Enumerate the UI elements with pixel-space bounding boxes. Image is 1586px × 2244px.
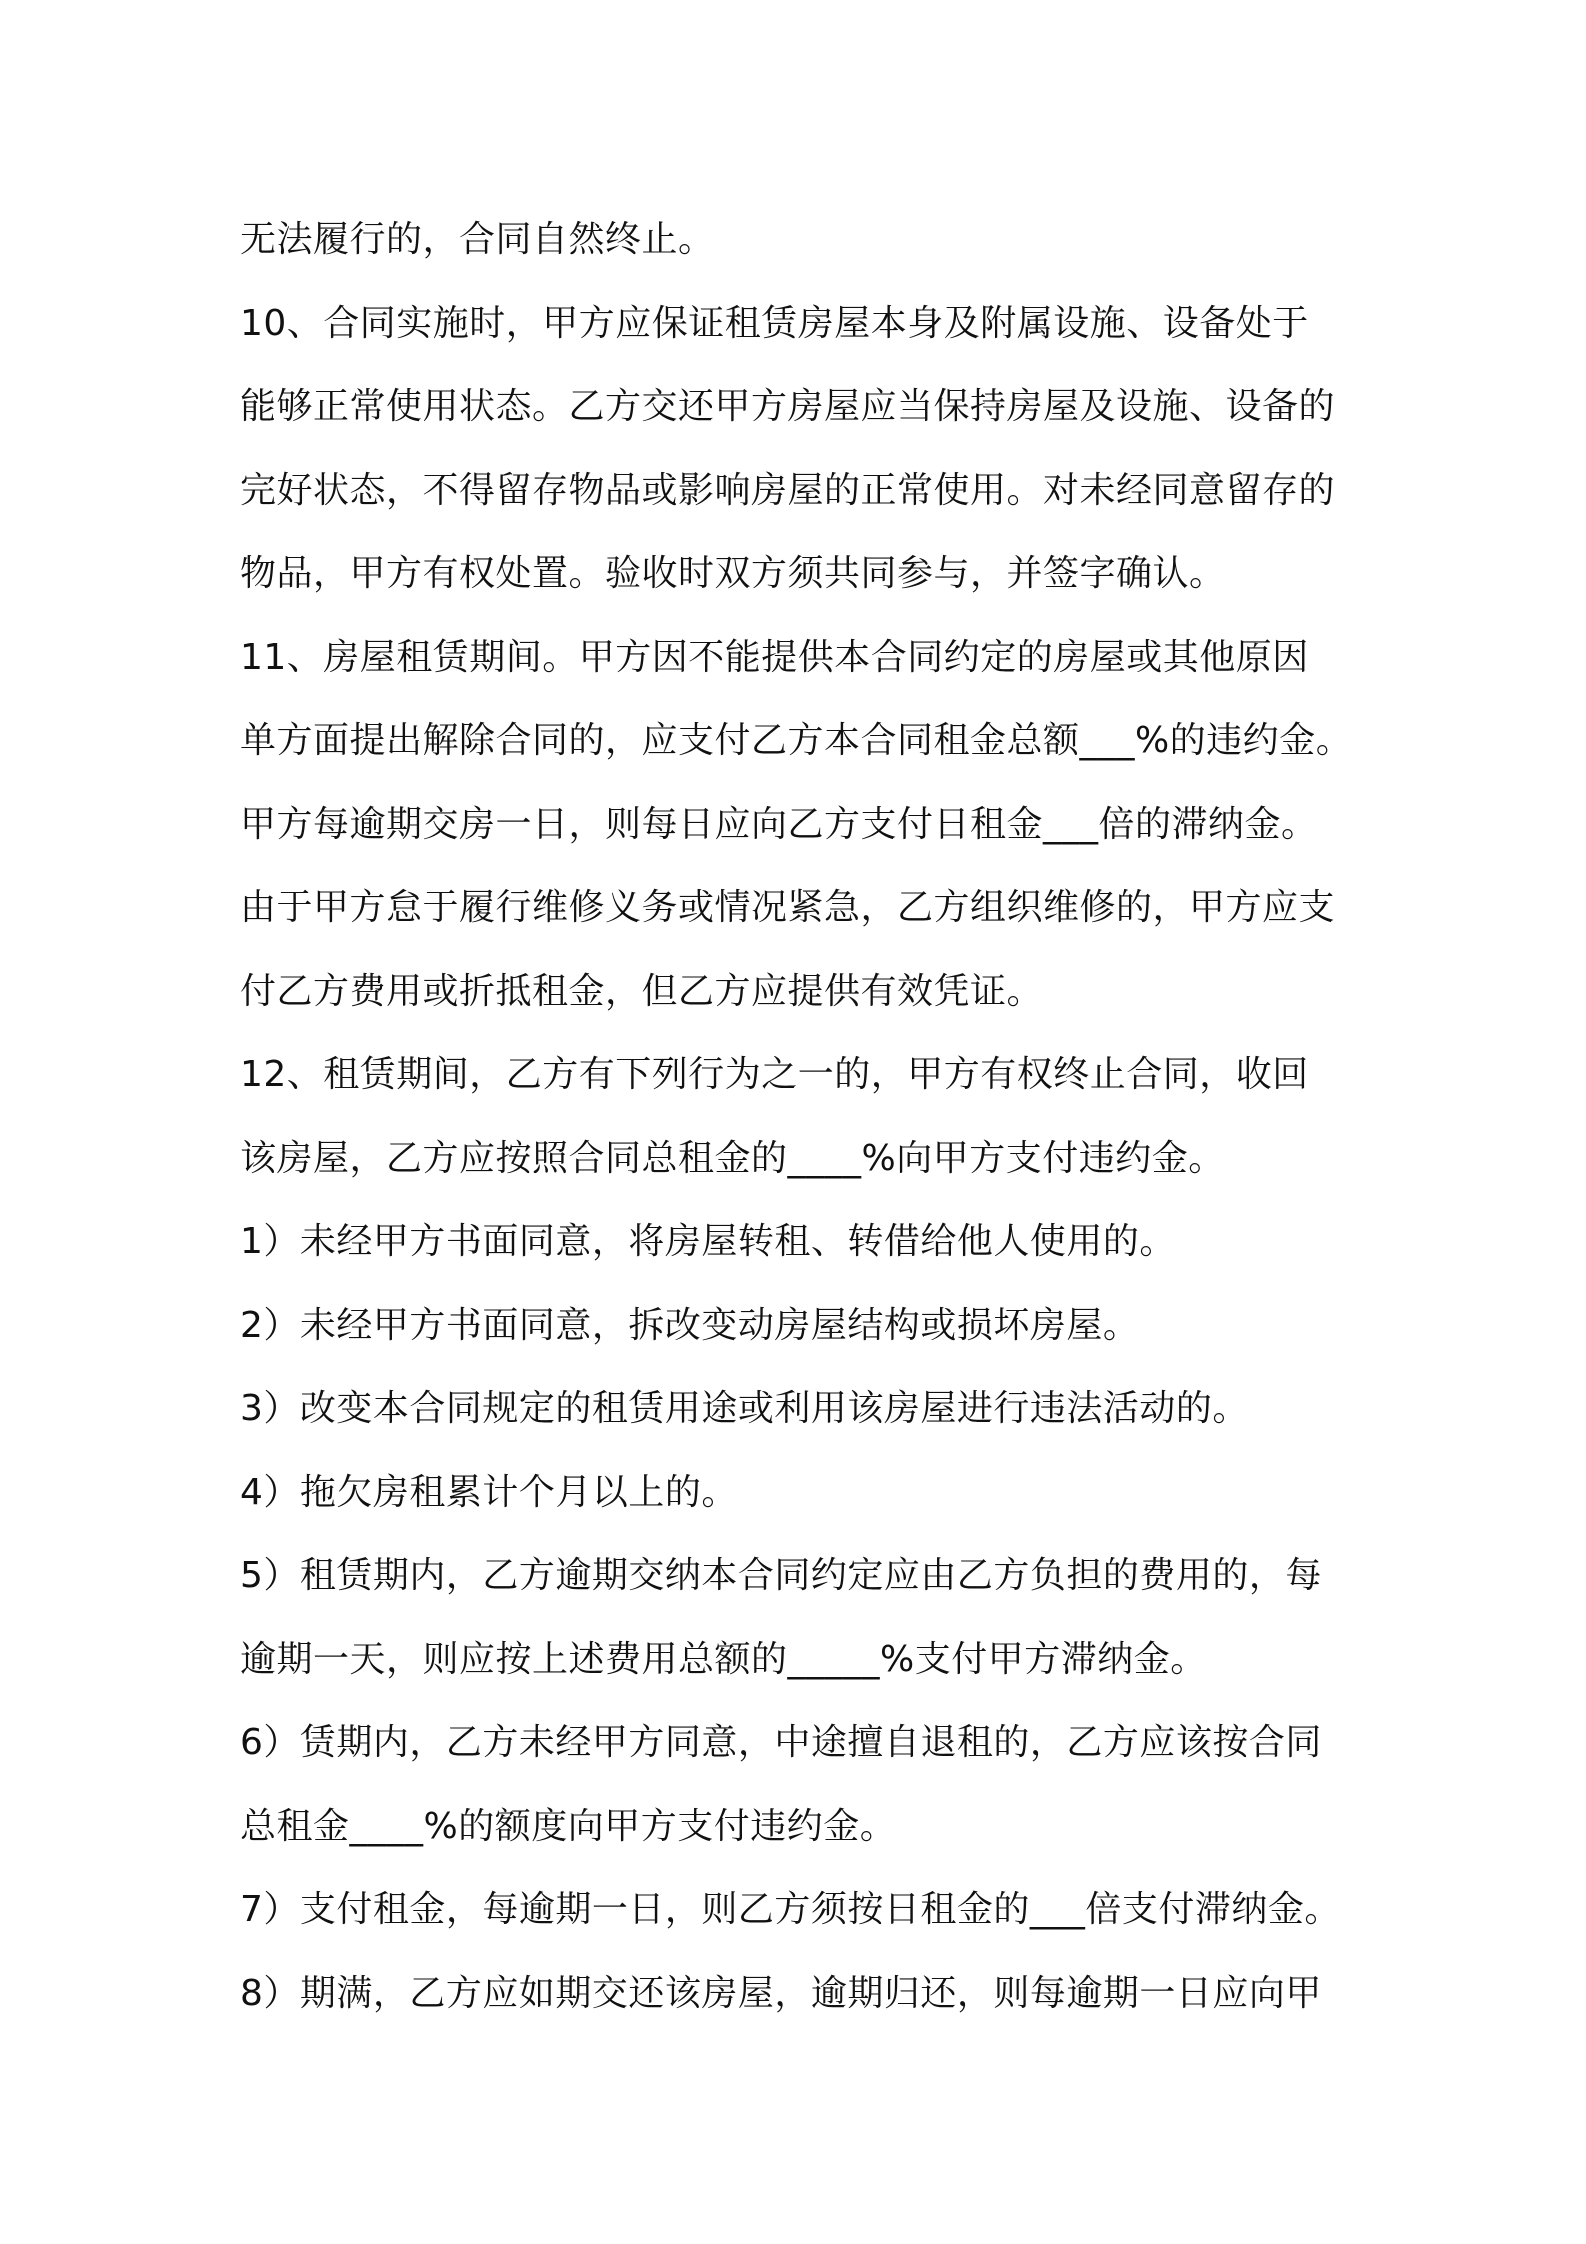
text-line-15: 3）改变本合同规定的租赁用途或利用该房屋进行违法活动的。 xyxy=(240,1388,1249,1429)
text-line-8: 甲方每逾期交房一日，则每日应向乙方支付日租金___倍的滞纳金。 xyxy=(240,803,1318,845)
text-line-13: 1）未经甲方书面同意，将房屋转租、转借给他人使用的。 xyxy=(240,1221,1176,1262)
text-line-22: 8）期满，乙方应如期交还该房屋，逾期归还，则每逾期一日应向甲 xyxy=(240,1972,1322,2014)
text-line-10: 付乙方费用或折抵租金，但乙方应提供有效凭证。 xyxy=(240,970,1044,1012)
text-line-19: 6）赁期内，乙方未经甲方同意，中途擅自退租的，乙方应该按合同 xyxy=(240,1722,1322,1763)
text-line-7: 单方面提出解除合同的，应支付乙方本合同租金总额___%的违约金。 xyxy=(240,720,1353,761)
text-line-4: 完好状态，不得留存物品或影响房屋的正常使用。对未经同意留存的 xyxy=(240,469,1336,511)
text-line-11: 12、租赁期间，乙方有下列行为之一的，甲方有权终止合同，收回 xyxy=(240,1054,1309,1095)
text-line-20: 总租金____%的额度向甲方支付违约金。 xyxy=(240,1805,897,1847)
text-line-21: 7）支付租金，每逾期一日，则乙方须按日租金的___倍支付滞纳金。 xyxy=(240,1889,1341,1930)
text-line-14: 2）未经甲方书面同意，拆改变动房屋结构或损坏房屋。 xyxy=(240,1304,1140,1346)
text-line-2: 10、合同实施时，甲方应保证租赁房屋本身及附属设施、设备处于 xyxy=(240,302,1309,344)
text-line-1: 无法履行的，合同自然终止。 xyxy=(240,219,715,260)
text-line-5: 物品，甲方有权处置。验收时双方须共同参与，并签字确认。 xyxy=(240,553,1226,594)
text-line-3: 能够正常使用状态。乙方交还甲方房屋应当保持房屋及设施、设备的 xyxy=(240,386,1336,427)
text-line-9: 由于甲方怠于履行维修义务或情况紧急，乙方组织维修的，甲方应支 xyxy=(240,887,1336,928)
text-line-17: 5）租赁期内，乙方逾期交纳本合同约定应由乙方负担的费用的，每 xyxy=(240,1555,1322,1596)
text-line-6: 11、房屋租赁期间。甲方因不能提供本合同约定的房屋或其他原因 xyxy=(240,636,1309,678)
text-line-18: 逾期一天，则应按上述费用总额的_____%支付甲方滞纳金。 xyxy=(240,1638,1207,1680)
text-line-16: 4）拖欠房租累计个月以上的。 xyxy=(240,1471,738,1513)
text-line-12: 该房屋，乙方应按照合同总租金的____%向甲方支付违约金。 xyxy=(240,1137,1225,1179)
contract-body xyxy=(240,198,1370,2035)
